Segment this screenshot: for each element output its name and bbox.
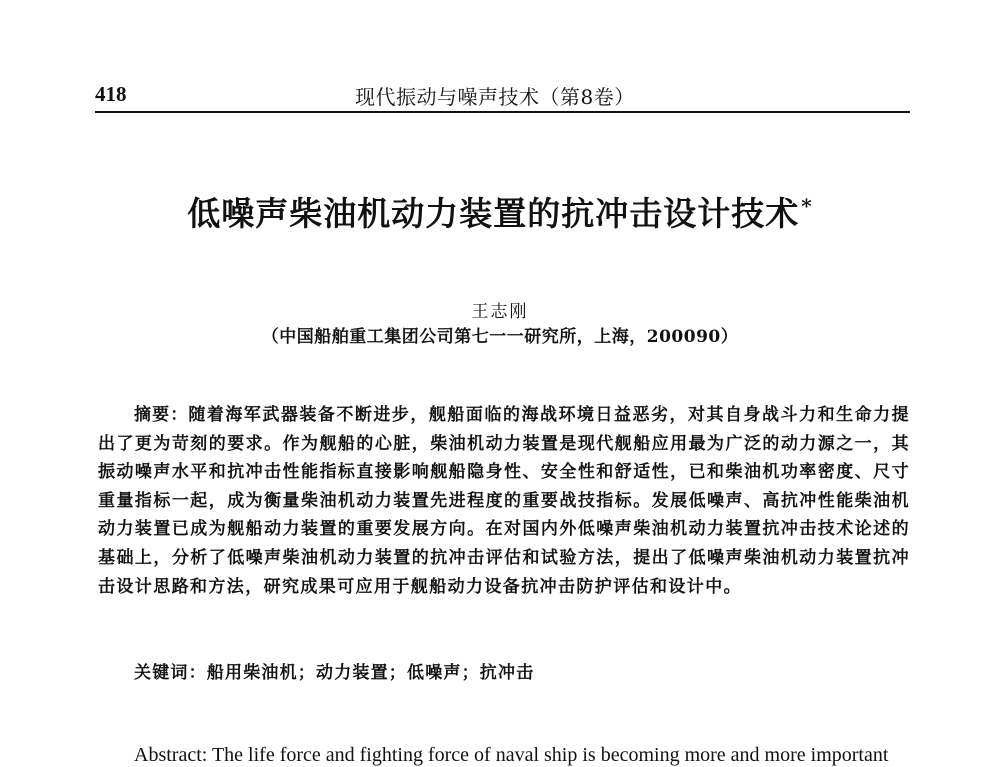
page-number: 418 (95, 82, 127, 106)
author-name: 王志刚 (471, 302, 529, 322)
keywords-text: 船用柴油机；动力装置；低噪声；抗冲击 (206, 663, 535, 683)
english-abstract-partial: Abstract: The life force and fighting force of naval ship is becoming more and more important (134, 744, 889, 766)
abstract-paragraph (98, 401, 910, 601)
header-rule (95, 111, 910, 113)
keywords-line (134, 658, 534, 683)
keywords-label: 关键词： (134, 663, 207, 683)
abstract-text: 随着海军武器装备不断进步，舰船面临的海战环境日益恶劣，对其自身战斗力和生命力提出了更为苛刻的要求。作为舰船的心脏，柴油机动力装置是现代舰船应用最为广泛的动力源之一，其振动噪声水平和抗冲击性能指标直接影响舰船隐身性、安全性和舒适性，已和柴油机功率密度、尺寸重量指标一起，成为衡量柴油机动力装置先进程度的重要战技指标。发展低噪声、高抗冲性能柴油机动力装置已成为舰船动力装置的重要发展方向。在对国内外低噪声柴油机动力装置抗冲击技术论述的基础上，分析了低噪声柴油机动力装置的抗冲击评估和试验方法，提出了低噪声柴油机动力装置抗冲击设计思路和方法，研究成果可应用于舰船动力设备抗冲击防护评估和设计中。 (98, 405, 910, 597)
abstract-label: 摘要： (134, 405, 189, 425)
title-text: 低噪声柴油机动力装置的抗冲击设计技术 (187, 194, 800, 233)
page-header (95, 78, 910, 112)
title-footnote-mark: * (801, 194, 813, 218)
running-head: 现代振动与噪声技术（第8卷） (355, 85, 635, 109)
author-affiliation: （中国船舶重工集团公司第七一一研究所，上海，200090） (261, 327, 739, 347)
article-title (0, 188, 1000, 235)
